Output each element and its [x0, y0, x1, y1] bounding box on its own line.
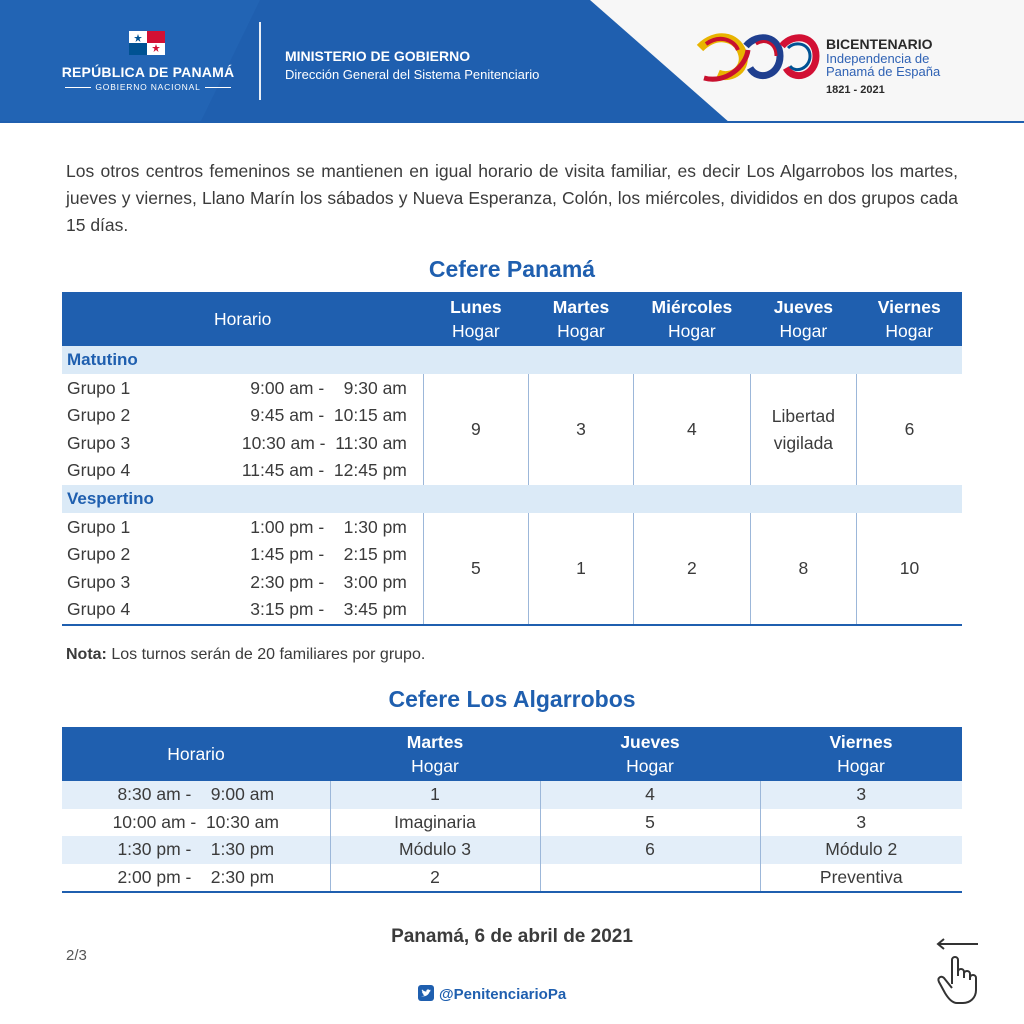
table-header-row — [62, 292, 962, 346]
time-cell: 8:30 am - 9:00 am — [62, 781, 330, 809]
viernes-cell: 3 — [760, 781, 962, 809]
matutino-miercoles-value: 4 — [634, 374, 751, 485]
panama-flag-icon — [129, 31, 165, 55]
vespertino-times: 1:00 pm - 1:30 pm 1:45 pm - 2:15 pm 2:30 pm - 3:00 pm 3:15 pm - 3:45 pm — [178, 513, 423, 625]
bicentenario-years: 1821 - 2021 — [826, 84, 885, 96]
martes-cell: Imaginaria — [330, 809, 540, 837]
viernes-cell: Preventiva — [760, 864, 962, 893]
bicentenario-independencia: Independencia de — [826, 51, 930, 66]
table-row — [62, 809, 962, 837]
jueves-cell: 6 — [540, 836, 760, 864]
martes-cell: 1 — [330, 781, 540, 809]
matutino-times: 9:00 am - 9:30 am 9:45 am - 10:15 am 10:30 am - 11:30 am 11:45 am - 12:45 pm — [241, 378, 407, 480]
jueves-cell: 5 — [540, 809, 760, 837]
twitter-icon — [418, 985, 434, 1001]
bicentenario-panama-espana: Panamá de España — [826, 64, 941, 79]
section-row-vespertino — [62, 485, 962, 513]
jueves-cell — [540, 864, 760, 893]
matutino-viernes-value: 6 — [857, 374, 962, 485]
section-row-matutino — [62, 346, 962, 374]
matutino-label: Matutino — [62, 346, 962, 374]
gobierno-subtitle: GOBIERNO NACIONAL — [58, 82, 238, 92]
viernes-cell: 3 — [760, 809, 962, 837]
time-cell: 1:30 pm - 1:30 pm — [62, 836, 330, 864]
day-header-miercoles: Miércoles Hogar — [634, 292, 751, 346]
day-header-viernes: Viernes Hogar — [760, 727, 962, 781]
cefere-panama-table — [62, 292, 962, 626]
vespertino-label: Vespertino — [62, 485, 962, 513]
nota-body: Los turnos serán de 20 familiares por grupo. — [106, 646, 426, 663]
horario-header: Horario — [62, 292, 423, 346]
vespertino-miercoles-value: 2 — [634, 513, 751, 625]
twitter-handle-link[interactable] — [418, 985, 566, 1003]
republica-title: REPÚBLICA DE PANAMÁ — [61, 64, 235, 80]
martes-cell: Módulo 3 — [330, 836, 540, 864]
viernes-cell: Módulo 2 — [760, 836, 962, 864]
table-row — [62, 864, 962, 893]
table-row-vespertino — [62, 513, 962, 625]
matutino-groups: Grupo 1 Grupo 2 Grupo 3 Grupo 4 — [67, 378, 131, 480]
vespertino-viernes-value: 10 — [857, 513, 962, 625]
twitter-handle: @PenitenciarioPa — [439, 986, 567, 1003]
table-header-row — [62, 727, 962, 781]
nota-text — [66, 646, 425, 664]
vespertino-martes-value: 1 — [528, 513, 633, 625]
cefere-panama-title: Cefere Panamá — [428, 256, 596, 282]
intro-paragraph: Los otros centros femeninos se mantienen en igual horario de visita familiar, es decir Los Algarrobos los martes, jueves y viernes, Llano Marín los sábados y Nueva Esperanza, Colón, los miércoles, divididos en dos grupos cada 15 días. — [66, 161, 958, 235]
matutino-lunes-value: 9 — [423, 374, 528, 485]
bicentenario-title: BICENTENARIO — [826, 36, 933, 52]
bicentenario-logo-icon — [696, 26, 822, 96]
footer-date: Panamá, 6 de abril de 2021 — [391, 926, 633, 947]
header-divider — [259, 22, 261, 100]
swipe-hand-icon — [928, 936, 984, 1006]
nota-label: Nota: — [66, 646, 107, 663]
day-header-jueves: Jueves Hogar — [540, 727, 760, 781]
martes-cell: 2 — [330, 864, 540, 893]
table-row — [62, 781, 962, 809]
day-header-jueves: Jueves Hogar — [750, 292, 856, 346]
day-header-martes: Martes Hogar — [330, 727, 540, 781]
time-cell: 10:00 am - 10:30 am — [112, 811, 279, 832]
day-header-lunes: Lunes Hogar — [423, 292, 528, 346]
matutino-jueves-value: Libertad vigilada — [750, 374, 856, 485]
direccion-subtitle: Dirección General del Sistema Penitenciario — [285, 67, 540, 82]
table-row — [62, 836, 962, 864]
page-number: 2/3 — [66, 947, 87, 964]
vespertino-jueves-value: 8 — [750, 513, 856, 625]
cefere-algarrobos-table — [62, 727, 962, 893]
jueves-cell: 4 — [540, 781, 760, 809]
header-banner — [0, 0, 1024, 123]
time-cell: 2:00 pm - 2:30 pm — [62, 864, 330, 893]
ministerio-title: MINISTERIO DE GOBIERNO — [285, 48, 471, 64]
horario-header: Horario — [62, 727, 330, 781]
table-row-matutino — [62, 374, 962, 485]
day-header-martes: Martes Hogar — [528, 292, 633, 346]
matutino-martes-value: 3 — [528, 374, 633, 485]
vespertino-groups: Grupo 1 Grupo 2 Grupo 3 Grupo 4 — [62, 513, 178, 625]
vespertino-lunes-value: 5 — [423, 513, 528, 625]
cefere-algarrobos-title: Cefere Los Algarrobos — [388, 686, 636, 712]
day-header-viernes: Viernes Hogar — [857, 292, 962, 346]
